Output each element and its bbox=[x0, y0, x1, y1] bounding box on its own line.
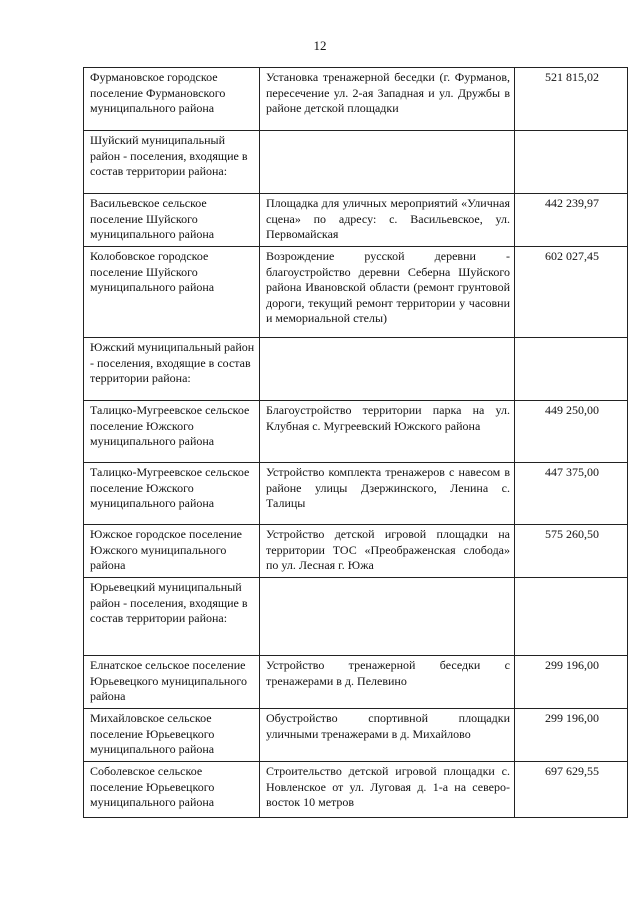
table-row bbox=[84, 463, 628, 525]
amount-cell: 697 629,55 bbox=[515, 762, 628, 818]
project-cell: Устройство комплекта тренажеров с навесом в районе улицы Дзержинского, Ленина с. Талицы bbox=[260, 463, 515, 525]
project-cell: Возрождение русской деревни - благоустройство деревни Себерна Шуйского района Ивановской области (ремонт грунтовой дороги, текущий ремонт территории у часовни и мемориальной стелы) bbox=[260, 247, 515, 338]
amount-cell: 521 815,02 bbox=[515, 68, 628, 131]
municipality-cell: Васильевское сельское поселение Шуйского муниципального района bbox=[84, 194, 260, 247]
municipality-cell: Южское городское поселение Южского муниципального района bbox=[84, 525, 260, 578]
municipality-cell: Юрьевецкий муниципальный район - поселения, входящие в состав территории района: bbox=[84, 578, 260, 656]
amount-cell: 575 260,50 bbox=[515, 525, 628, 578]
municipality-cell: Соболевское сельское поселение Юрьевецкого муниципального района bbox=[84, 762, 260, 818]
project-cell bbox=[260, 338, 515, 401]
project-cell: Строительство детской игровой площадки с. Новленское от ул. Луговая д. 1-а на северо-восток 10 метров bbox=[260, 762, 515, 818]
page-number: 12 bbox=[313, 38, 327, 53]
amount-cell: 442 239,97 bbox=[515, 194, 628, 247]
amount-cell bbox=[515, 578, 628, 656]
municipality-cell: Талицко-Мугреевское сельское поселение Южского муниципального района bbox=[84, 463, 260, 525]
table-row bbox=[84, 762, 628, 818]
table-row bbox=[84, 401, 628, 463]
table-row bbox=[84, 525, 628, 578]
table-row bbox=[84, 131, 628, 194]
amount-cell: 602 027,45 bbox=[515, 247, 628, 338]
amount-cell bbox=[515, 338, 628, 401]
municipality-cell: Колобовское городское поселение Шуйского муниципального района bbox=[84, 247, 260, 338]
amount-cell: 299 196,00 bbox=[515, 709, 628, 762]
amount-cell: 449 250,00 bbox=[515, 401, 628, 463]
municipality-cell: Елнатское сельское поселение Юрьевецкого муниципального района bbox=[84, 656, 260, 709]
municipality-cell: Шуйский муниципальный район - поселения, входящие в состав территории района: bbox=[84, 131, 260, 194]
table-row bbox=[84, 194, 628, 247]
project-cell: Устройство детской игровой площадки на территории ТОС «Преображенская слобода» по ул. Лесная г. Южа bbox=[260, 525, 515, 578]
subsidy-table bbox=[83, 67, 628, 818]
municipality-cell: Фурмановское городское поселение Фурмановского муниципального района bbox=[84, 68, 260, 131]
project-cell bbox=[260, 131, 515, 194]
amount-cell: 447 375,00 bbox=[515, 463, 628, 525]
amount-cell: 299 196,00 bbox=[515, 656, 628, 709]
project-cell: Благоустройство территории парка на ул. Клубная с. Мугреевский Южского района bbox=[260, 401, 515, 463]
municipality-cell: Михайловское сельское поселение Юрьевецкого муниципального района bbox=[84, 709, 260, 762]
table-row bbox=[84, 68, 628, 131]
municipality-cell: Талицко-Мугреевское сельское поселение Южского муниципального района bbox=[84, 401, 260, 463]
project-cell bbox=[260, 578, 515, 656]
table-row bbox=[84, 709, 628, 762]
table-row bbox=[84, 247, 628, 338]
municipality-cell: Южский муниципальный район - поселения, входящие в состав территории района: bbox=[84, 338, 260, 401]
project-cell: Установка тренажерной беседки (г. Фурманов, пересечение ул. 2-ая Западная и ул. Дружбы в районе детской площадки bbox=[260, 68, 515, 131]
project-cell: Устройство тренажерной беседки с тренажерами в д. Пелевино bbox=[260, 656, 515, 709]
table-row bbox=[84, 656, 628, 709]
project-cell: Площадка для уличных мероприятий «Уличная сцена» по адресу: с. Васильевское, ул. Первомайская bbox=[260, 194, 515, 247]
table-row bbox=[84, 578, 628, 656]
table-row bbox=[84, 338, 628, 401]
amount-cell bbox=[515, 131, 628, 194]
project-cell: Обустройство спортивной площадки уличными тренажерами в д. Михайлово bbox=[260, 709, 515, 762]
